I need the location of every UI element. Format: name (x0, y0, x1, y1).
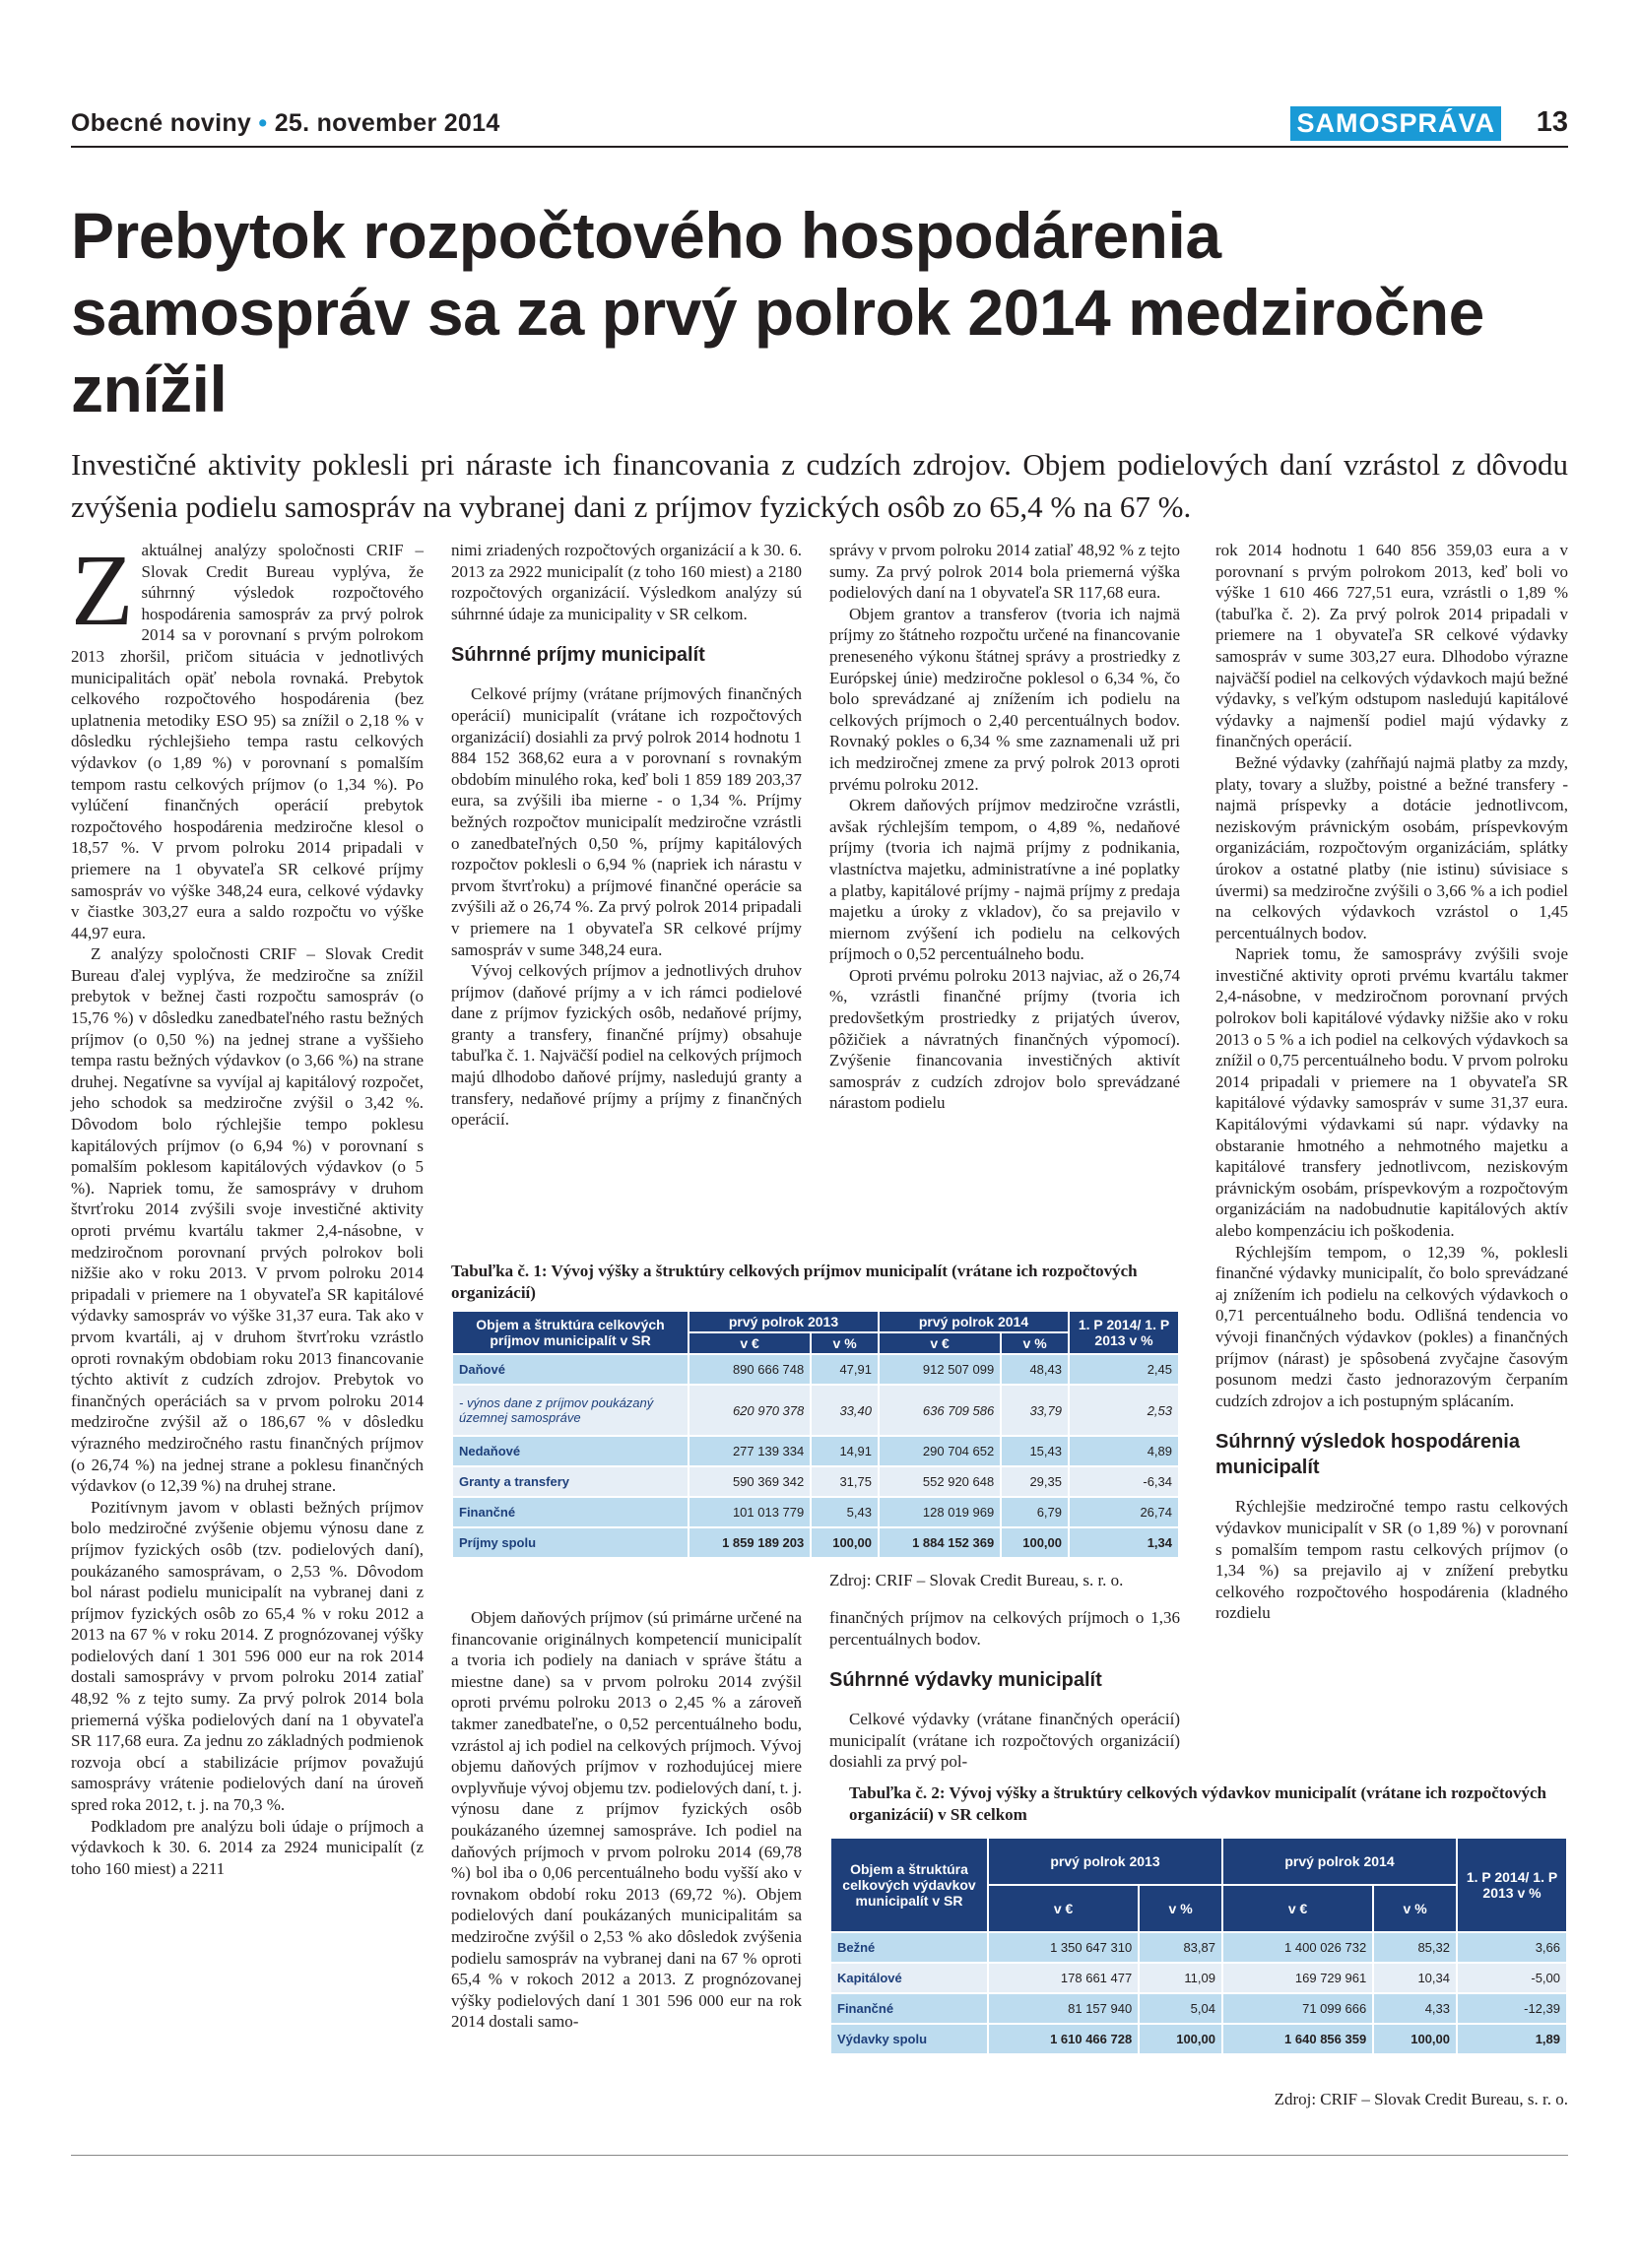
cell: 2,53 (1069, 1385, 1179, 1436)
cell: 85,32 (1373, 1932, 1457, 1963)
cell: 33,40 (811, 1385, 879, 1436)
table-head-period: prvý polrok 2013 (689, 1311, 879, 1332)
cell: 2,45 (1069, 1354, 1179, 1385)
issue-date: 25. november 2014 (274, 109, 500, 137)
cell: 1 884 152 369 (879, 1527, 1001, 1558)
cell: 4,33 (1373, 1993, 1457, 2024)
paragraph: Z analýzy spoločnosti CRIF – Slovak Credit Bureau ďalej vyplýva, že medziročne sa znížil prebytok v bežnej časti rozpočtu samospráv (o 15,76 %) v dôsledku zanedbateľného rastu bežných príjmov (o 0,50 %) na jednej strane a vyššieho tempa rastu bežných výdavkov (o 3,66 %) na strane druhej. Negatívne sa vyvíjal aj kapitálový rozpočet, jeho schodok sa medziročne zvýšil o 3,42 %. Dôvodom bolo rýchlejšie tempo poklesu kapitálových príjmov (o 6,94 %) v porovnaní s pomalším poklesom kapitálových výdavkov (o 5 %). Napriek tomu, že samosprávy v druhom štvrťroku 2014 zvýšili svoje investičné aktivity oproti prvému kvartálu takmer 2,4-násobne, v medziročnom porovnaní prvých polrokov boli nižšie ako v roku 2013. V prvom polroku 2014 pripadali v priemere na 1 obyvateľa SR kapitálové výdavky samospráv vo výške 31,37 eura. Tak ako v prvom kvartáli, aj v druhom štvrťroku vzrástlo oproti rovnakým obdobiam roku 2013 financovanie týchto aktivít z cudzích zdrojov. Prebytok vo finančných operáciách sa v prvom polroku 2014 medziročne zvýšil až o 186,67 % v dôsledku výrazného medziročného rastu finančných príjmov (o 26,74 %) na jednej strane a poklesu finančných výdavkov (o 12,39 %) na druhej strane. (71, 944, 424, 1496)
text-column-3 (829, 540, 1180, 1114)
table-1-caption: Tabuľka č. 1: Vývoj výšky a štruktúry celkových príjmov municipalít (vrátane ich rozpočtových organizácií) (451, 1262, 1138, 1302)
paragraph: Podkladom pre analýzu boli údaje o príjmoch a výdavkoch k 30. 6. 2014 za 2924 municipalít (z toho 160 miest) a 2211 (71, 1816, 424, 1878)
table-row (452, 1385, 1179, 1436)
publication-line (71, 109, 500, 138)
table-head-unit: v % (811, 1332, 879, 1354)
table-head-label: Objem a štruktúra celkových výdavkov municipalít v SR (830, 1838, 988, 1932)
paragraph: finančných príjmov na celkových príjmoch o 1,36 percentuálnych bodov. (829, 1608, 1180, 1649)
cell: 1,34 (1069, 1527, 1179, 1558)
cell: 590 369 342 (689, 1466, 811, 1497)
table-head-unit: v € (879, 1332, 1001, 1354)
paragraph: aktuálnej analýzy spoločnosti CRIF – Slovak Credit Bureau vyplýva, že súhrnný výsledok rozpočtového hospodárenia samospráv za prvý polrok 2014 sa v porovnaní s prvým polrokom 2013 zhoršil, pričom situácia v jednotlivých municipalitách opäť nebola rovnaká. Prebytok celkového rozpočtového hospodárenia (bez uplatnenia metodiky ESO 95) sa znížil o 2,18 % v dôsledku rýchlejšieho tempa rastu celkových výdavkov (o 1,89 %) v porovnaní s pomalším tempom rastu celkových príjmov (o 1,34 %). Po vylúčení finančných operácií prebytok rozpočtového hospodárenia medziročne klesol o 18,57 %. V prvom polroku 2014 pripadali v priemere na 1 obyvateľa SR celkové príjmy samospráv vo výške 348,24 eura, celkové výdavky v čiastke 303,27 eura a saldo rozpočtu vo výške 44,97 eura. (71, 541, 424, 942)
table-1-source: Zdroj: CRIF – Slovak Credit Bureau, s. r. o. (829, 1571, 1124, 1589)
cell: 48,43 (1001, 1354, 1069, 1385)
paragraph: Pozitívnym javom v oblasti bežných príjmov bolo medziročné zvýšenie objemu výnosu dane z príjmov fyzických osôb (tzv. podielových daní), poukázaného samosprávam, o 2,53 %. Dôvodom bol nárast podielu municipalít na vybranej dani z príjmov fyzických osôb zo 65,4 % v roku 2012 a 2013 na 67 % v roku 2014. Z prognózovanej výšky podielových daní 1 301 596 000 eur na rok 2014 dostali samosprávy v prvom polroku 2014 zatiaľ 48,92 % z tejto sumy. Za prvý polrok 2014 bola priemerná výška podielových daní na 1 obyvateľa SR 117,68 eura. Za jednu zo základných podmienok rozvoja obcí a stabilizácie príjmov považujú samosprávy vrátenie podielových daní na úroveň spred roka 2012, t. j. na 70,3 %. (71, 1497, 424, 1815)
cell: 552 920 648 (879, 1466, 1001, 1497)
row-label: Nedaňové (452, 1436, 689, 1466)
cell: 1 610 466 728 (988, 2024, 1139, 2054)
section-badge: SAMOSPRÁVA (1290, 106, 1501, 141)
cell: 1 859 189 203 (689, 1527, 811, 1558)
cell: 1,89 (1457, 2024, 1567, 2054)
table-head-label: Objem a štruktúra celkových príjmov municipalít v SR (452, 1311, 689, 1354)
table-row (830, 1932, 1567, 1963)
cell: 5,43 (811, 1497, 879, 1527)
paragraph: Rýchlejším tempom, o 12,39 %, poklesli finančné výdavky municipalít, čo bolo sprevádzané aj znížením ich podielu na celkových výdavkoch o 0,71 percentuálneho bodu. Odlišná tendencia vo vývoji finančných výdavkov (pokles) a finančných príjmov (nárast) je spôsobená zvyčajne časovým posunom medzi často jednorazovým čerpaním cudzích zdrojov a ich postupným splácaním. (1215, 1242, 1568, 1410)
text-column-4 (1215, 540, 1568, 1624)
cell: 277 139 334 (689, 1436, 811, 1466)
table-head-unit: v € (689, 1332, 811, 1354)
table-row (830, 2024, 1567, 2054)
row-label: Príjmy spolu (452, 1527, 689, 1558)
cell: 6,79 (1001, 1497, 1069, 1527)
paragraph: Napriek tomu, že samosprávy zvýšili svoje investičné aktivity oproti prvému kvartálu takmer 2,4-násobne, v medziročnom porovnaní prvých polrokov boli kapitálové výdavky nižšie ako v roku 2013 o 5 % a ich podiel na celkových výdavkoch sa znížil o 0,75 percentuálneho bodu. V prvom polroku 2014 pripadali v priemere na 1 obyvateľa SR kapitálové výdavky samospráv v sume 31,37 eura. Kapitálovými výdavkami sú napr. výdavky na obstaranie hmotného a nehmotného majetku a kapitálové transfery jednotlivcom, neziskovým právnickým osobám, príspevkovým a rozpočtovým organizáciám na nadobudnutie kapitálových aktív alebo kompenzáciu ich poškodenia. (1215, 944, 1568, 1240)
cell: 15,43 (1001, 1436, 1069, 1466)
paragraph: nimi zriadených rozpočtových organizácií a k 30. 6. 2013 za 2922 municipalít (z toho 160 miest) a 2180 rozpočtových organizácií. Výsledkom analýzy sú súhrnné údaje za municipality v SR celkom. (451, 541, 802, 623)
table-head-unit: v € (988, 1885, 1139, 1932)
paragraph: rok 2014 hodnotu 1 640 856 359,03 eura a v porovnaní s prvým polrokom 2013, keď boli vo výške 1 610 466 727,51 eura, vzrástli o 1,89 % (tabuľka č. 2). Za prvý polrok 2014 pripadali v priemere na 1 obyvateľa SR celkové výdavky samospráv v sume 303,27 eura. Dlhodobo výrazne najväčší podiel na celkových výdavkoch majú bežné výdavky, s veľkým odstupom nasledujú kapitálové výdavky a najmenší podiel majú výdavky z finančných operácií. (1215, 541, 1568, 751)
cell: 1 350 647 310 (988, 1932, 1139, 1963)
row-label: - výnos dane z príjmov poukázaný územnej samospráve (452, 1385, 689, 1436)
cell: 290 704 652 (879, 1436, 1001, 1466)
paragraph: Oproti prvému polroku 2013 najviac, až o 26,74 %, vzrástli finančné príjmy (tvoria ich predovšetkým prostriedky z prijatých úverov, pôžičiek a návratných finančných výpomocí). Zvýšenie financovania investičných aktivít samospráv z cudzích zdrojov bolo sprevádzané nárastom podielu (829, 965, 1180, 1113)
cell: 100,00 (1373, 2024, 1457, 2054)
cell: 100,00 (1001, 1527, 1069, 1558)
article-title: Prebytok rozpočtového hospodárenia samospráv sa za prvý polrok 2014 medziročne znížil (71, 199, 1484, 425)
table-head-change: 1. P 2014/ 1. P 2013 v % (1457, 1838, 1567, 1932)
publication-name: Obecné noviny (71, 109, 252, 137)
table-2 (829, 1837, 1568, 2055)
cell: 11,09 (1139, 1963, 1222, 1993)
cell: 128 019 969 (879, 1497, 1001, 1527)
text-column-1 (71, 534, 424, 1879)
cell: -5,00 (1457, 1963, 1567, 1993)
table-row (452, 1354, 1179, 1385)
paragraph: Objem grantov a transferov (tvoria ich najmä príjmy zo štátneho rozpočtu určené na financovanie preneseného výkonu štátnej správy a prostriedky z Európskej únie) medziročne poklesol o 6,34 %, čo bolo sprevádzané aj znížením ich podielu na celkových príjmoch o 2,40 percentuálnych bodov. Rovnaký pokles o 6,34 % sme zaznamenali už pri ich medziročnej zmene za prvý polrok 2013 oproti prvému polroku 2012. (829, 604, 1180, 794)
table-head-unit: v % (1139, 1885, 1222, 1932)
row-label: Granty a transfery (452, 1466, 689, 1497)
cell: 5,04 (1139, 1993, 1222, 2024)
cell: 14,91 (811, 1436, 879, 1466)
cell: 81 157 940 (988, 1993, 1139, 2024)
bottom-rule (71, 2155, 1568, 2156)
cell: 169 729 961 (1222, 1963, 1373, 1993)
cell: -12,39 (1457, 1993, 1567, 2024)
cell: 890 666 748 (689, 1354, 811, 1385)
cell: 10,34 (1373, 1963, 1457, 1993)
article-lead: Investičné aktivity poklesli pri náraste ich financovania z cudzích zdrojov. Objem podielových daní vzrástol z dôvodu zvýšenia podielu samospráv na vybranej dani z príjmov fyzických osôb zo 65,4 % na 67 %. (71, 447, 1568, 524)
page-number: 13 (1536, 106, 1568, 138)
table-head-unit: v % (1373, 1885, 1457, 1932)
cell: 178 661 477 (988, 1963, 1139, 1993)
page-header (71, 106, 1568, 148)
row-label: Daňové (452, 1354, 689, 1385)
cell: 31,75 (811, 1466, 879, 1497)
cell: -6,34 (1069, 1466, 1179, 1497)
cell: 3,66 (1457, 1932, 1567, 1963)
table-head-unit: v % (1001, 1332, 1069, 1354)
row-label: Výdavky spolu (830, 2024, 988, 2054)
text-column-2-bottom (451, 1607, 802, 2033)
table-1 (451, 1310, 1180, 1559)
table-2-caption: Tabuľka č. 2: Vývoj výšky a štruktúry celkových výdavkov municipalít (vrátane ich rozpočtových organizácií) v SR celkom (849, 1783, 1546, 1824)
row-label: Finančné (452, 1497, 689, 1527)
cell: 101 013 779 (689, 1497, 811, 1527)
paragraph: Bežné výdavky (zahŕňajú najmä platby za mzdy, platy, tovary a služby, poistné a bežné transfery - najmä príspevky a dotácie jednotlivcom, neziskovým právnickým osobám, príspevkovým organizáciám, rozpočtovým organizáciám, splátky úrokov a ostatné platby (nie istinu) súvisiace s úvermi) sa medziročne zvýšili o 3,66 % a ich podiel na celkových výdavkoch vzrástol o 1,45 percentuálnych bodov. (1215, 752, 1568, 942)
cell: 1 640 856 359 (1222, 2024, 1373, 2054)
section-heading: Súhrnné výdavky municipalít (829, 1669, 1102, 1692)
paragraph: Okrem daňových príjmov medziročne vzrástli, avšak rýchlejším tempom, o 4,89 %, nedaňové príjmy (tvoria ich najmä príjmy z podnikania, vlastníctva majetku, administratívne a iné poplatky a platby, kapitálové príjmy - najmä príjmy z predaja majetku a úroky z vkladov), čo sa prejavilo v miernom zvýšení ich podielu na celkových príjmoch o 0,52 percentuálneho bodu. (829, 796, 1180, 964)
cell: 1 400 026 732 (1222, 1932, 1373, 1963)
paragraph: Celkové príjmy (vrátane príjmových finančných operácií) municipalít (vrátane ich rozpočtových organizácií) dosiahli za prvý polrok 2014 hodnotu 1 884 152 368,62 eura a v porovnaní s rovnakým obdobím minulého roka, keď boli 1 859 189 203,37 eura, sa zvýšili iba mierne - o 1,34 %. Príjmy bežných rozpočtov municipalít medziročne vzrástli o zanedbateľných 0,50 %, príjmy kapitálových rozpočtov poklesli o 6,94 % (napriek ich nárastu v prvom štvrťroku) a príjmové finančné operácie sa zvýšili až o 26,74 %. Za prvý polrok 2014 pripadali v priemere na 1 obyvateľa SR celkové príjmy samospráv v sume 348,24 eura. (451, 684, 802, 959)
table-row (830, 1993, 1567, 2024)
paragraph: Rýchlejšie medziročné tempo rastu celkových výdavkov municipalít v SR (o 1,89 %) v porovnaní s pomalším tempom rastu celkových príjmov (o 1,34 %) sa prejavilo aj v znížení prebytku celkového rozpočtového hospodárenia (kladného rozdielu (1215, 1497, 1568, 1623)
row-label: Finančné (830, 1993, 988, 2024)
table-head-change: 1. P 2014/ 1. P 2013 v % (1069, 1311, 1179, 1354)
cell: 912 507 099 (879, 1354, 1001, 1385)
paragraph: Celkové výdavky (vrátane finančných operácií) municipalít (vrátane ich rozpočtových organizácií) dosiahli za prvý pol- (829, 1710, 1180, 1772)
table-row (452, 1436, 1179, 1466)
paragraph: Vývoj celkových príjmov a jednotlivých druhov príjmov (daňové príjmy a v ich rámci podielové dane z príjmov fyzických osôb, nedaňové príjmy, granty a transfery, finančné príjmy) obsahuje tabuľka č. 1. Najväčší podiel na celkových príjmoch majú dlhodobo daňové príjmy, nasledujú granty a transfery, nedaňové príjmy a príjmy z finančných operácií. (451, 961, 802, 1130)
table-head-period: prvý polrok 2013 (988, 1838, 1222, 1885)
cell: 83,87 (1139, 1932, 1222, 1963)
section-heading: Súhrnné príjmy municipalít (451, 644, 705, 667)
row-label: Kapitálové (830, 1963, 988, 1993)
table-head-period: prvý polrok 2014 (879, 1311, 1069, 1332)
cell: 71 099 666 (1222, 1993, 1373, 2024)
row-label: Bežné (830, 1932, 988, 1963)
cell: 636 709 586 (879, 1385, 1001, 1436)
cell: 29,35 (1001, 1466, 1069, 1497)
cell: 26,74 (1069, 1497, 1179, 1527)
cell: 4,89 (1069, 1436, 1179, 1466)
paragraph: správy v prvom polroku 2014 zatiaľ 48,92 % z tejto sumy. Za prvý polrok 2014 bola priemerná výška podielových daní na 1 obyvateľa SR 117,68 eura. (829, 541, 1180, 603)
text-column-2 (451, 540, 802, 1131)
cell: 33,79 (1001, 1385, 1069, 1436)
bullet-dot: • (258, 109, 268, 137)
table-head-unit: v € (1222, 1885, 1373, 1932)
section-heading: Súhrnný výsledok hospodárenia municipalít (1215, 1431, 1520, 1479)
paragraph: Objem daňových príjmov (sú primárne určené na financovanie originálnych kompetencií municipalít a tvoria ich podiely na daniach v správe štátu a miestne dane) sa v prvom polroku 2014 zvýšil oproti prvému polroku 2013 o 2,45 % a zároveň takmer zanedbateľne, o 0,52 percentuálneho bodu, vzrástol aj ich podiel na celkových príjmoch. Vývoj objemu daňových príjmov v rozhodujúcej miere ovplyvňuje vývoj objemu tzv. podielových daní, t. j. výnosu dane z príjmov fyzických osôb poukázaného územnej samospráve. Ich podiel na daňových príjmoch v prvom polroku 2014 (69,78 %) bol iba o 0,06 percentuálneho bodu vyšší ako v rovnakom období roku 2013 (69,72 %). Objem podielových daní poukázaných municipalitám sa medziročne zvýšil o 2,53 % ako dôsledok zvýšenia podielu samospráv na vybranej dani na 67 % oproti 65,4 % v rokoch 2012 a 2013. Z prognózovanej výšky podielových daní 1 301 596 000 eur na rok 2014 dostali samo- (451, 1608, 802, 2032)
table-row (452, 1497, 1179, 1527)
cell: 100,00 (811, 1527, 879, 1558)
cell: 47,91 (811, 1354, 879, 1385)
cell: 100,00 (1139, 2024, 1222, 2054)
table-row (452, 1466, 1179, 1497)
drop-cap: Z (71, 534, 134, 647)
cell: 620 970 378 (689, 1385, 811, 1436)
table-head-period: prvý polrok 2014 (1222, 1838, 1457, 1885)
table-row (830, 1963, 1567, 1993)
table-2-source: Zdroj: CRIF – Slovak Credit Bureau, s. r. o. (1274, 2090, 1568, 2108)
table-row (452, 1527, 1179, 1558)
text-column-3-bottom (829, 1607, 1180, 1773)
